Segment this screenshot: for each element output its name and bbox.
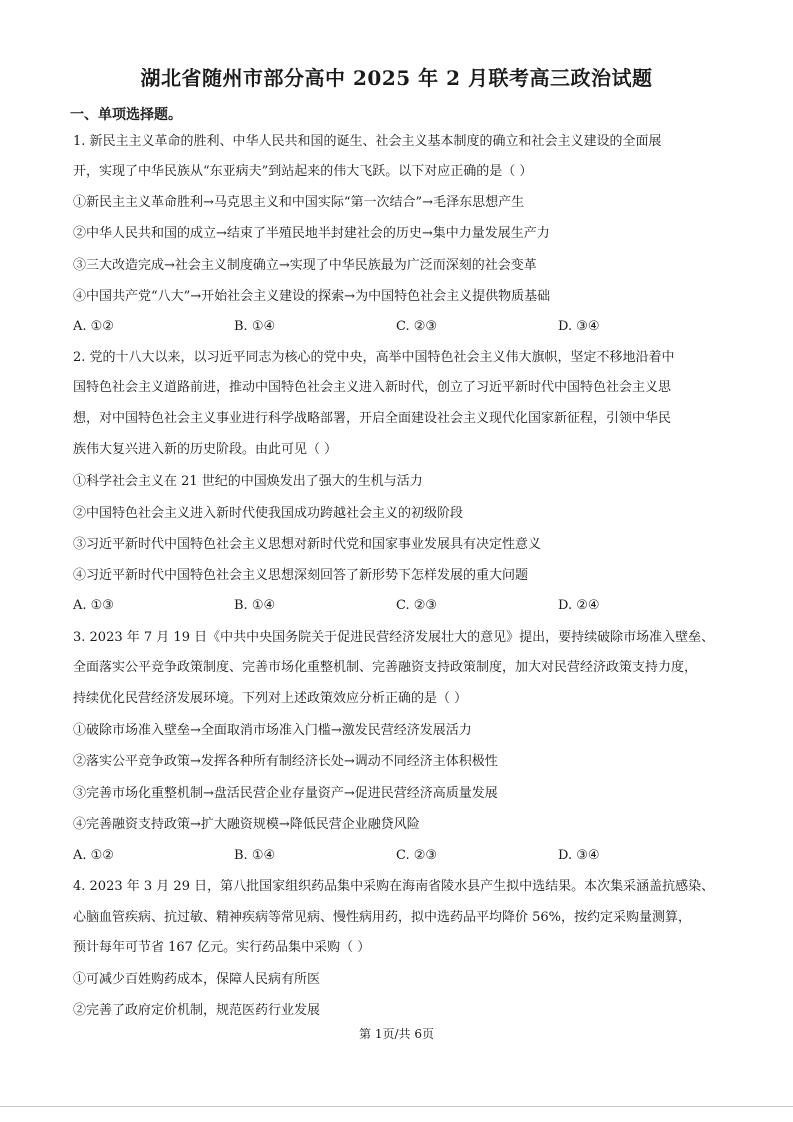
question-3-item-1: ①破除市场准入壁垒→全面取消市场准入门槛→激发民营经济发展活力 bbox=[73, 723, 472, 738]
question-3-item-2: ②落实公平竞争政策→发挥各种所有制经济长处→调动不同经济主体积极性 bbox=[73, 754, 498, 769]
question-1-option-a[interactable]: A. ①② bbox=[73, 319, 114, 334]
question-2-option-a[interactable]: A. ①③ bbox=[73, 598, 114, 613]
question-1-item-1: ①新民主主义革命胜利→马克思主义和中国实际“第一次结合”→毛泽东思想产生 bbox=[73, 195, 525, 210]
question-2-option-c[interactable]: C. ②③ bbox=[396, 598, 438, 613]
question-2-stem-line-1: 2. 党的十八大以来，以习近平同志为核心的党中央，高举中国特色社会主义伟大旗帜，坚定不移地沿着中 bbox=[73, 350, 675, 365]
question-2-item-1: ①科学社会主义在 21 世纪的中国焕发出了强大的生机与活力 bbox=[73, 474, 423, 489]
question-3-stem-line-2: 全面落实公平竞争政策制度、完善市场化重整机制、完善融资支持政策制度，加大对民营经济政策支持力度， bbox=[73, 660, 698, 675]
question-1-option-c[interactable]: C. ②③ bbox=[396, 319, 438, 334]
question-3-option-b[interactable]: B. ①④ bbox=[234, 848, 276, 863]
question-1-item-4: ④中国共产党“八大”→开始社会主义建设的探索→为中国特色社会主义提供物质基础 bbox=[73, 289, 551, 304]
question-1-stem-line-1: 1. 新民主主义革命的胜利、中华人民共和国的诞生、社会主义基本制度的确立和社会主义建设的全面展 bbox=[73, 134, 662, 149]
question-4-stem-line-1: 4. 2023 年 3 月 29 日，第八批国家组织药品集中采购在海南省陵水县产生拟中选结果。本次集采涵盖抗感染、 bbox=[73, 879, 715, 894]
question-2-item-4: ④习近平新时代中国特色社会主义思想深刻回答了新形势下怎样发展的重大问题 bbox=[73, 568, 529, 583]
question-3-stem-line-1: 3. 2023 年 7 月 19 日《中共中央国务院关于促进民营经济发展壮大的意见》提出，要持续破除市场准入壁垒、 bbox=[73, 630, 715, 645]
question-3-option-d[interactable]: D. ③④ bbox=[558, 848, 600, 863]
question-4-item-2: ②完善了政府定价机制，规范医药行业发展 bbox=[73, 1003, 321, 1018]
question-2-stem-line-2: 国特色社会主义道路前进，推动中国特色社会主义进入新时代，创立了习近平新时代中国特色社会主义思 bbox=[73, 380, 672, 395]
question-2-stem-line-3: 想，对中国特色社会主义事业进行科学战略部署，开启全面建设社会主义现代化国家新征程，引领中华民 bbox=[73, 411, 672, 426]
page-footer: 第 1页/共 6页 bbox=[359, 1027, 434, 1041]
question-1-item-2: ②中华人民共和国的成立→结束了半殖民地半封建社会的历史→集中力量发展生产力 bbox=[73, 226, 550, 241]
page-title: 湖北省随州市部分高中 2025 年 2 月联考高三政治试题 bbox=[140, 66, 653, 90]
question-1-option-b[interactable]: B. ①④ bbox=[234, 319, 276, 334]
question-2-option-d[interactable]: D. ②④ bbox=[558, 598, 600, 613]
question-3-option-c[interactable]: C. ②③ bbox=[396, 848, 438, 863]
question-1-stem-line-2: 开，实现了中华民族从“东亚病夫”到站起来的伟大飞跃。以下对应正确的是（ ） bbox=[73, 164, 533, 179]
question-3-stem-line-3: 持续优化民营经济发展环境。下列对上述政策效应分析正确的是（ ） bbox=[73, 691, 468, 706]
question-2-item-3: ③习近平新时代中国特色社会主义思想对新时代党和国家事业发展具有决定性意义 bbox=[73, 537, 542, 552]
question-1-option-d[interactable]: D. ③④ bbox=[558, 319, 600, 334]
question-3-item-3: ③完善市场化重整机制→盘活民营企业存量资产→促进民营经济高质量发展 bbox=[73, 786, 498, 801]
question-4-stem-line-2: 心脑血管疾病、抗过敏、精神疾病等常见病、慢性病用药，拟中选药品平均降价 56%，按约定采购量测算， bbox=[73, 910, 692, 925]
question-3-item-4: ④完善融资支持政策→扩大融资规模→降低民营企业融贷风险 bbox=[73, 817, 420, 832]
question-2-option-b[interactable]: B. ①④ bbox=[234, 598, 276, 613]
bottom-divider bbox=[0, 1106, 793, 1107]
question-4-stem-line-3: 预计每年可节省 167 亿元。实行药品集中采购（ ） bbox=[73, 940, 371, 955]
section-heading: 一、单项选择题。 bbox=[70, 107, 182, 123]
question-1-item-3: ③三大改造完成→社会主义制度确立→实现了中华民族最为广泛而深刻的社会变革 bbox=[73, 258, 537, 273]
question-2-item-2: ②中国特色社会主义进入新时代使我国成功跨越社会主义的初级阶段 bbox=[73, 506, 464, 521]
question-2-stem-line-4: 族伟大复兴进入新的历史阶段。由此可见（ ） bbox=[73, 442, 338, 457]
question-3-option-a[interactable]: A. ①② bbox=[73, 848, 114, 863]
question-4-item-1: ①可减少百姓购药成本，保障人民病有所医 bbox=[73, 972, 321, 987]
